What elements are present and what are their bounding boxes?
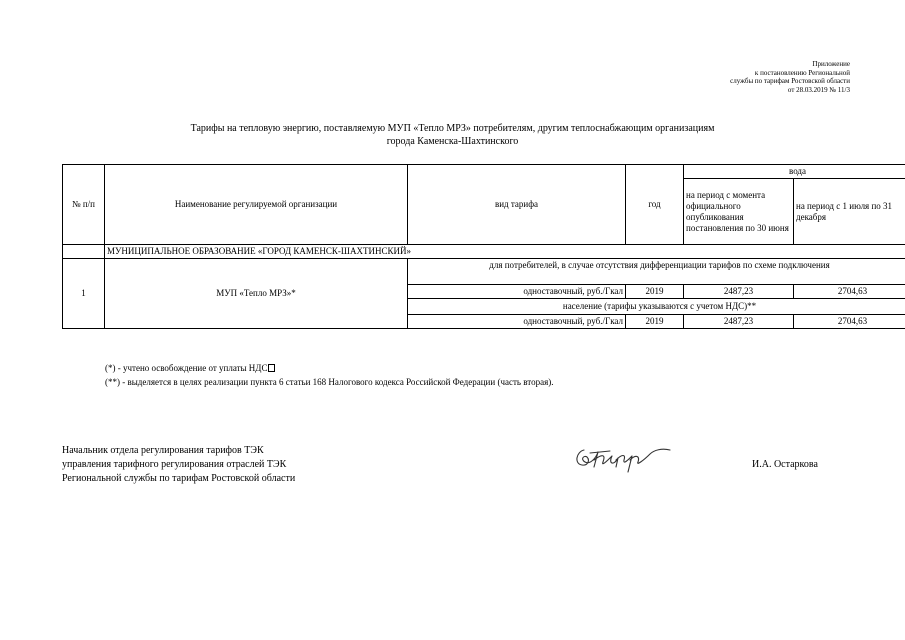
section1-label-row [63, 259, 905, 285]
signatory-line-3: Региональной службы по тарифам Ростовской области [62, 473, 296, 484]
footnote-2: (**) - выделяется в целях реализации пункта 6 статьи 168 Налогового кодекса Российской Федерации (часть вторая). [105, 377, 554, 387]
header-period-2: на период с 1 июля по 31 декабря [794, 179, 905, 245]
organization-name: МУП «Тепло МРЗ»* [105, 259, 408, 329]
appendix-header [730, 60, 850, 94]
handwritten-signature [570, 438, 680, 478]
section1-year: 2019 [626, 285, 684, 299]
section2-value-1: 2487,23 [684, 315, 794, 329]
signatory-line-2: управления тарифного регулирования отраслей ТЭК [62, 459, 287, 470]
section2-label: население (тарифы указываются с учетом НДС)** [408, 299, 905, 315]
header-year: год [626, 165, 684, 245]
footnote-1-text: (*) - учтено освобождение от уплаты НДС [105, 363, 268, 373]
title-line-1: Тарифы на тепловую энергию, поставляемую МУП «Тепло МРЗ» потребителям, другим теплоснабжающим организациям [190, 123, 715, 134]
header-row-1 [63, 165, 905, 179]
appendix-line-4: от 28.03.2019 № 11/3 [787, 85, 850, 94]
section1-tariff-type: одноставочный, руб./Гкал [408, 285, 626, 299]
tariffs-table [62, 164, 905, 329]
section1-value-1: 2487,23 [684, 285, 794, 299]
municipality-row [63, 245, 905, 259]
signatory-line-1: Начальник отдела регулирования тарифов ТЭК [62, 445, 264, 456]
header-tariff-type: вид тарифа [408, 165, 626, 245]
section2-value-2: 2704,63 [794, 315, 905, 329]
municipality-label: МУНИЦИПАЛЬНОЕ ОБРАЗОВАНИЕ «ГОРОД КАМЕНСК-ШАХТИНСКИЙ» [105, 245, 905, 259]
appendix-line-1: Приложение [812, 60, 850, 68]
header-org: Наименование регулируемой организации [105, 165, 408, 245]
document-title [0, 122, 905, 148]
section2-year: 2019 [626, 315, 684, 329]
row-number: 1 [63, 259, 105, 329]
section2-tariff-type: одноставочный, руб./Гкал [408, 315, 626, 329]
footnotes [105, 361, 553, 389]
header-water: вода [684, 165, 905, 179]
appendix-line-2: к постановлению Региональной [754, 68, 850, 77]
signatory-title [62, 444, 295, 486]
header-num: № п/п [63, 165, 105, 245]
signatory-name: И.А. Остаркова [752, 459, 818, 470]
header-period-1: на период с момента официального опубликования постановления по 30 июня [684, 179, 794, 245]
appendix-line-3: службы по тарифам Ростовской области [730, 77, 850, 85]
missing-glyph-box [268, 364, 275, 372]
section1-label: для потребителей, в случае отсутствия дифференциации тарифов по схеме подключения [408, 259, 905, 285]
section1-value-2: 2704,63 [794, 285, 905, 299]
footnote-1 [105, 361, 553, 375]
title-line-2: города Каменска-Шахтинского [386, 136, 519, 147]
